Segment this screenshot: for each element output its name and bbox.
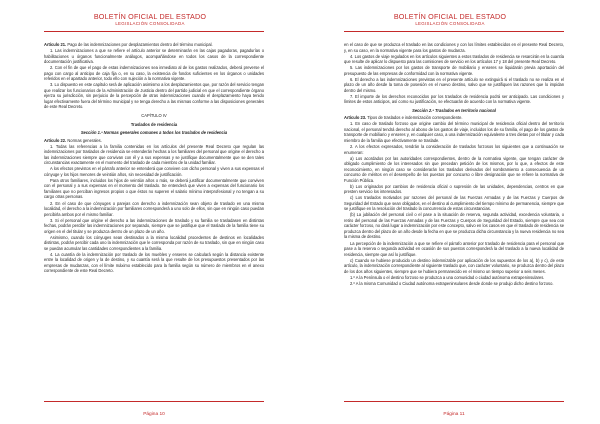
paragraph: 3. Si el personal que origine el derecho a las indemnizaciones de traslado y su familia se trasladasen en distintas fechas, podrán percibir las indemnizaciones por separado, siempre que se justifique que el traslado de la familia tiene su origen en el del titular y se produzca dentro de un plazo de un año.	[44, 217, 264, 234]
article-23-heading	[344, 115, 564, 121]
paragraph: 5. Las indemnizaciones por los gastos de transporte de mobiliario y enseres se liquidarán previa aportación del presupuesto de las empresas de conformidad con la normativa vigente.	[344, 65, 564, 76]
paragraph: Para otros familiares, incluidos los hijos de veintiún años o más, se deberá justificar documentalmente que conviven con el personal y a sus expensas en el momento del traslado. Se entenderá que viven a expensas del funcionario los familiares que no perciban ingresos propios o que éstos no superen el salario mínimo interprofesional y no tengan a su cargo otras personas.	[44, 177, 264, 200]
page-header	[8, 12, 292, 27]
paragraph: 1. En caso de traslado forzoso que origine cambio del término municipal de residencia oficial dentro del territorio nacional, el personal tendrá derecho al abono de los gastos de viaje, incluidos los de su familia, el pago de los gastos de transporte de mobiliario y enseres y, en cualquier caso, a una indemnización equivalente a tres dietas por el titular y cada miembro de la familia que efectivamente se traslade.	[344, 121, 564, 143]
chapter-title: Traslados de residencia	[130, 121, 178, 127]
paragraph: 1. Todas las referencias a la familia contenidas en los artículos del presente Real Decreto que regulan las indemnizaciones por traslados de residencia se entenderán hechas a los familiares del personal que origine el derecho a las indemnizaciones siempre que convivan con él y a sus expensas y se justifique documentalmente que se den tales circunstancias exactamente en el momento del traslado de cada miembro de la unidad familiar.	[44, 143, 264, 166]
paragraph: La percepción de la indemnización a que se refiere el párrafo anterior por traslado de residencia para el personal que pase a la reserva o segunda actividad en ocasión de sus puestos corresponderá la del traslado a la nueva localidad de residencia, siempre que así lo justifique.	[344, 240, 564, 257]
paragraph: c) Los traslados motivados por razones del personal de las Fuerzas Armadas y de las Fuerzas y Cuerpos de Seguridad del Estado que sean obligados, en el destino al cumplimiento del tiempo mínimo de permanencia, siempre que se justifique en la resolución del traslado la concurrencia de estas circunstancias.	[344, 195, 564, 212]
paragraph: Asimismo, cuando los cónyuges sean destinados a la misma localidad procedentes de destinos en localidades distintas, podrán percibir cada uno la indemnización que le corresponda por razón de su traslado, sin que en ningún caso se puedan acumular las cantidades correspondientes a la familia.	[44, 234, 264, 251]
paragraph: 2. A los efectos expresados, tendrán la consideración de traslados forzosos los siguientes que a continuación se enumeran:	[344, 144, 564, 155]
header-subtitle: LEGISLACIÓN CONSOLIDADA	[415, 21, 485, 26]
page-body	[44, 42, 264, 392]
article-21-heading	[44, 42, 264, 48]
header-rule	[44, 31, 264, 32]
paragraph: 2. Con el fin de que el pago de estas indemnizaciones sea inmediato al de los gastos realizados, deberá preverse el pago con cargo al anticipo de caja fija o, en su caso, la existencia de fondos suficientes en los órganos o unidades referidos en el apartado anterior, todo ello con sujeción a la normativa vigente.	[44, 65, 264, 82]
paragraph: 4. La cuantía de la indemnización por traslado de los muebles y enseres se calculará según la distancia existente entre la localidad de origen y la de destino, y su cuantía será la que resulte de los presupuestos presentados por las empresas de mudanzas, con el límite máximo establecido para la familia según su número de miembros en el anexo correspondiente de este Real Decreto.	[44, 251, 264, 274]
header-title: BOLETÍN OFICIAL DEL ESTADO	[393, 12, 507, 21]
paragraph: 7. El importe de los derechos reconocidos por los traslados de residencia podrá ser anticipado. Las condiciones y límites de estos anticipos, así como su justificación, se efectuarán de acuerdo con la normativa vigente.	[344, 93, 564, 105]
page-number: Página 10	[143, 412, 165, 417]
paragraph: (b) La jubilación del personal civil o el pase a la situación de reserva, segunda actividad, excedencia voluntaria, o retiro del personal de las Fuerzas Armadas y de las Fuerzas y Cuerpos de Seguridad del Estado, siempre que sea con carácter forzoso, no dará lugar a indemnización por este concepto, salvo en los casos en que el traslado de residencia se produzca dentro del plazo de un año desde la fecha en que se produzca dicha circunstancia y la nueva residencia no sea la misma de destino.	[344, 212, 564, 240]
paragraph: c) Cuando se hubiese producido un destino indemnizable por aplicación de los supuestos de los a), b) y c), de este artículo, la indemnización correspondiente al siguiente traslado que, con carácter voluntario, se produzca dentro del plazo de los dos años siguientes, siempre que se hubiera permanecido en el mismo un tiempo superior a seis meses.	[344, 257, 564, 274]
paragraph: 1. Las indemnizaciones a que se refiere el artículo anterior se determinarán en las cajas pagadoras, pagadurías o habilitaciones u órganos funcionalmente análogos, acompañándose en todos los casos de la correspondiente documentación justificativa.	[44, 48, 264, 65]
article-title: Normas generales.	[67, 137, 102, 143]
page-footer	[344, 401, 564, 417]
article-22-heading	[44, 138, 264, 144]
paragraph: A los efectos previstos en el párrafo anterior se entenderá que conviven con dicho personal y viven a sus expensas el cónyuge y los hijos menores de veintiún años, sin necesidad de justificación.	[44, 166, 264, 177]
paragraph: 2.º A la misma Comunidad o Ciudad autónoma extrapeninsulares desde donde se produjo dicho destino forzoso.	[350, 280, 554, 286]
paragraph: a) Los acordados por las autoridades correspondientes, dentro de la normativa vigente, que tengan carácter de obligado cumplimiento de los interesados sin que precedan petición de los mismos, por lo que, a efectos de este reconocimiento, en ningún caso se considerarán los traslados derivados del nombramiento a consecuencia de un concurso de méritos en el desempeño de los puestos por concurso o libre designación que se refiere la normativa de Función Pública.	[344, 155, 564, 183]
paragraph: 4. Los gastos de viaje regulados en los artículos siguientes a estos traslados de residencia se resarcirán en la cuantía que resulte de aplicar lo dispuesto para las comisiones de servicio en los artículos 17 y 18 del presente Real Decreto.	[344, 53, 564, 65]
page-footer	[44, 401, 264, 417]
page-body	[344, 42, 564, 392]
page-header	[308, 12, 592, 27]
header-subtitle: LEGISLACIÓN CONSOLIDADA	[115, 21, 185, 26]
article-title: Pago de las indemnizaciones por desplazamientos dentro del término municipal.	[67, 42, 213, 47]
article-number: Artículo 21.	[44, 42, 67, 47]
paragraph: en el caso de que se produzca el traslado en las condiciones y con los límites establecidos en el presente Real Decreto, y, en su caso, en la normativa vigente para los gastos de mudanza.	[344, 42, 564, 53]
right-page	[300, 0, 600, 424]
chapter-number: CAPÍTULO IV	[141, 112, 167, 118]
header-rule	[344, 31, 564, 32]
page-number: Página 11	[443, 412, 465, 417]
article-title: Tipos de traslados e indemnización correspondiente.	[367, 115, 463, 121]
section-title: Sección 2.ª Traslados en territorio nacional	[412, 108, 496, 114]
article-number: Artículo 23.	[344, 115, 367, 121]
article-number: Artículo 22.	[44, 137, 67, 143]
paragraph: b) Los originados por cambios de residencia oficial o supresión de las unidades, dependencias, centros en que presten servicio los interesados.	[344, 183, 564, 195]
paragraph: 2. En el caso de que cónyuges o parejas con derecho a indemnización sean objeto de traslado en una misma localidad, el derecho a la indemnización por familiares corresponderá a uno solo de ellos, sin que en ningún caso puedan percibirla ambos por el mismo familiar.	[44, 200, 264, 217]
section-title: Sección 1.ª Normas generales comunes a todos los traslados de residencia	[80, 130, 228, 136]
header-title: BOLETÍN OFICIAL DEL ESTADO	[93, 12, 207, 21]
paragraph: 1.º A la Península o el destino forzoso se produzca a una comunidad o ciudad autónoma extrapeninsulares.	[350, 274, 545, 280]
paragraph: 3. Lo dispuesto en este capítulo será de aplicación asimismo a los desplazamientos que, por razón del servicio tengan que realizar los funcionarios de la Administración de Justicia dentro del partido judicial en que el correspondiente órgano ejerza su jurisdicción, sin perjuicio de la percepción de otras indemnizaciones cuando el desplazamiento haya tenido lugar efectivamente fuera del término municipal y se tenga derecho a las mismas conforme a las disposiciones generales de este Real Decreto.	[44, 82, 264, 110]
paragraph: 6. El derecho a las indemnizaciones previstas en el presente artículo se extinguirá si el traslado no se realiza en el plazo de un año desde la toma de posesión en el nuevo destino, salvo que se justifiquen las razones que lo impidan dentro del mismo.	[344, 76, 564, 93]
